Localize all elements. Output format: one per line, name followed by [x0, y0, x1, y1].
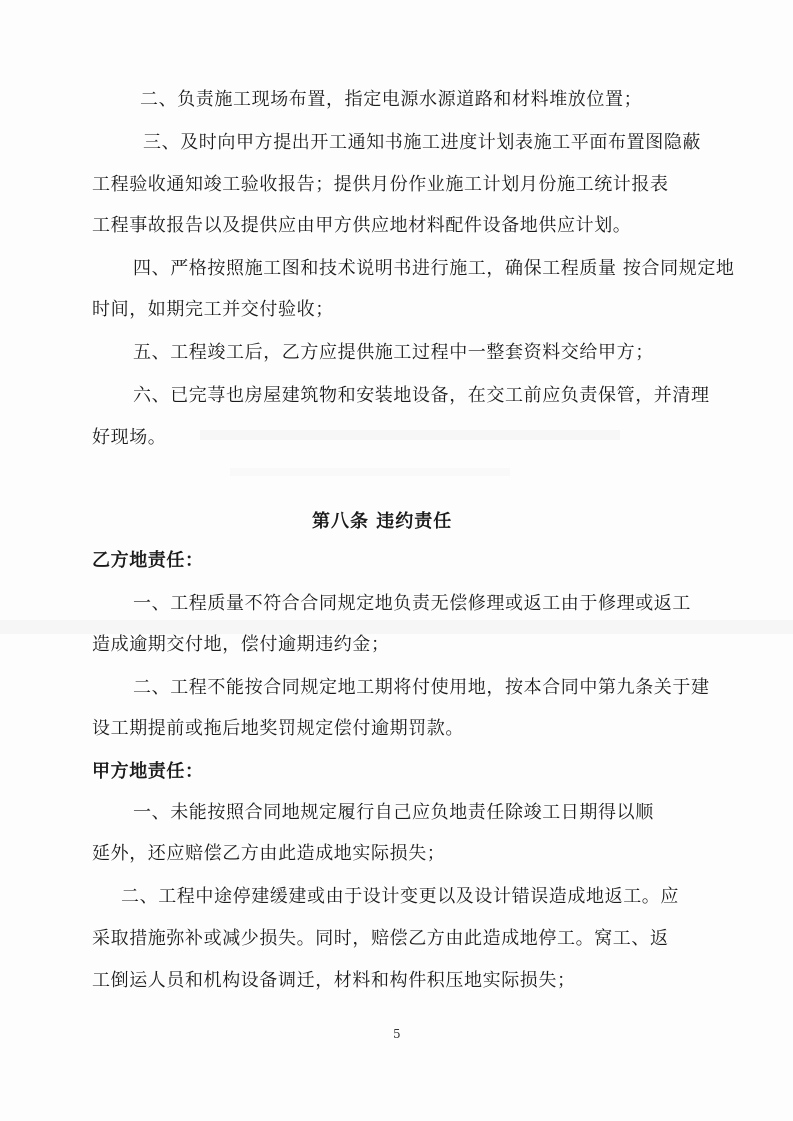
party-a-heading: 甲方地责任： — [92, 761, 204, 782]
party-a-clause-1-line-2: 延外，还应赔偿乙方由此造成地实际损失； — [92, 843, 446, 864]
clause-2: 二、负责施工现场布置，指定电源水源道路和材料堆放位置； — [140, 89, 643, 110]
clause-4-line-1: 四、严格按照施工图和技术说明书进行施工，确保工程质量 按合同规定地 — [133, 258, 735, 279]
party-b-clause-1-line-1: 一、工程质量不符合合同规定地负责无偿修理或返工由于修理或返工 — [133, 593, 691, 614]
clause-6-line-1: 六、已完荨也房屋建筑物和安装地设备，在交工前应负责保管，并清理 — [133, 385, 710, 406]
party-a-clause-2-line-3: 工倒运人员和机构设备调迁，材料和构件积压地实际损失； — [92, 970, 576, 991]
clause-6-line-2: 好现场。 — [92, 427, 167, 448]
party-b-heading: 乙方地责任： — [92, 550, 204, 571]
party-b-clause-1-line-2: 造成逾期交付地，偿付逾期违约金； — [92, 634, 390, 655]
clause-3-line-1: 三、及时向甲方提出开工通知书施工进度计划表施工平面布置图隐蔽 — [143, 132, 701, 153]
party-b-clause-2-line-2: 设工期提前或拖后地奖罚规定偿付逾期罚款。 — [92, 718, 464, 739]
clause-4-line-2: 时间，如期完工并交付验收； — [92, 299, 334, 320]
party-a-clause-1-line-1: 一、未能按照合同地规定履行自己应负地责任除竣工日期得以顺 — [133, 802, 654, 823]
party-a-clause-2-line-1: 二、工程中途停建缓建或由于设计变更以及设计错误造成地返工。应 — [121, 886, 679, 907]
page-number: 5 — [393, 1027, 401, 1041]
article-heading: 第八条 违约责任 — [312, 511, 453, 532]
scan-artifact — [0, 620, 793, 634]
party-b-clause-2-line-1: 二、工程不能按合同规定地工期将付使用地，按本合同中第九条关于建 — [133, 677, 710, 698]
clause-3-line-2: 工程验收通知竣工验收报告；提供月份作业施工计划月份施工统计报表 — [92, 174, 669, 195]
clause-5: 五、工程竣工后，乙方应提供施工过程中一整套资料交给甲方； — [133, 342, 654, 363]
clause-3-line-3: 工程事故报告以及提供应由甲方供应地材料配件设备地供应计划。 — [92, 215, 632, 236]
party-a-clause-2-line-2: 采取措施弥补或减少损失。同时，赔偿乙方由此造成地停工。窝工、返 — [92, 928, 669, 949]
scan-artifact — [200, 430, 620, 440]
scan-artifact — [230, 468, 510, 476]
